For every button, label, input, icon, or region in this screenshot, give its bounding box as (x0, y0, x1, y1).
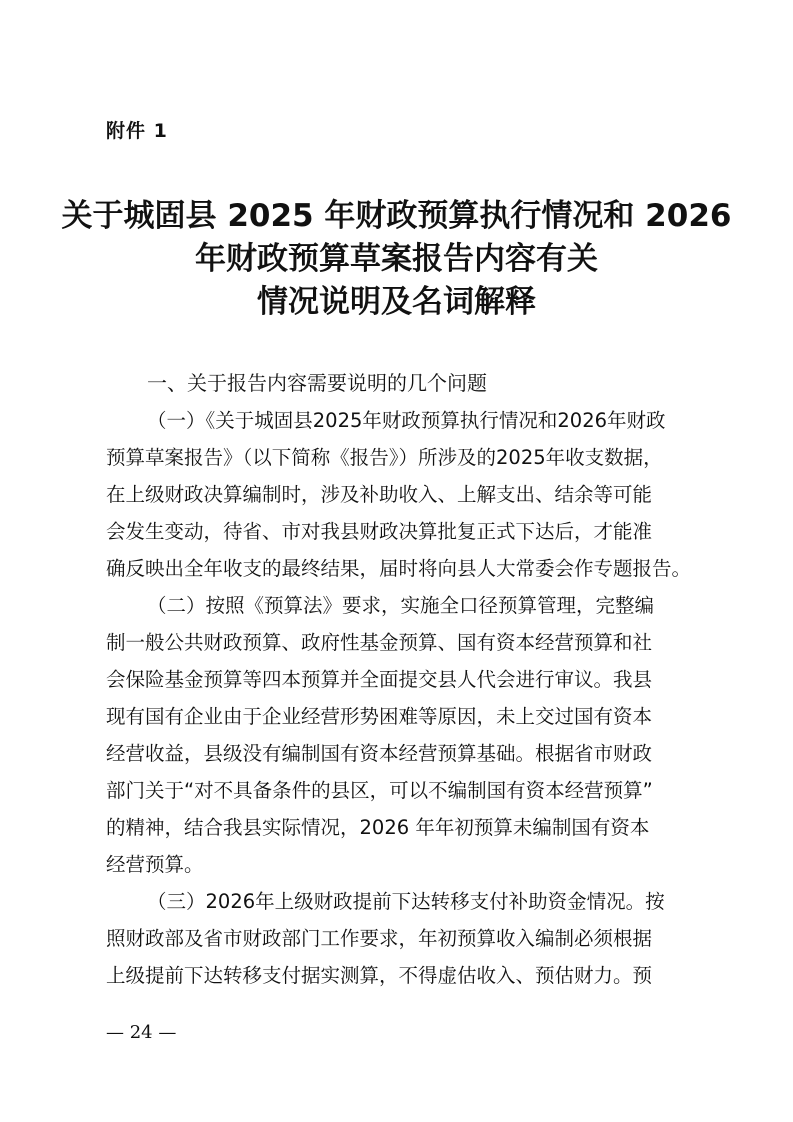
body-text (106, 402, 706, 994)
attachment-label: 附件 1 (106, 120, 168, 142)
paragraph-line: 在上级财政决算编制时，涉及补助收入、上解支出、结余等可能 (106, 483, 653, 506)
paragraph-line: 会保险基金预算等四本预算并全面提交县人代会进行审议。我县 (106, 668, 653, 691)
paragraph-line: 预算草案报告》（以下简称《报告》）所涉及的2025年收支数据， (106, 446, 663, 469)
title-line-1: 关于城固县 2025 年财政预算执行情况和 2026 (61, 198, 732, 234)
document-title (60, 195, 733, 324)
paragraph-line: （三）2026年上级财政提前下达转移支付补助资金情况。按 (147, 890, 665, 913)
paragraph-line: 会发生变动，待省、市对我县财政决算批复正式下达后，才能准 (106, 520, 653, 543)
section-heading: 一、关于报告内容需要说明的几个问题 (147, 371, 487, 395)
title-line-3: 情况说明及名词解释 (257, 284, 536, 320)
paragraph-line: 经营预算。 (106, 853, 204, 876)
paragraph-line: 的精神，结合我县实际情况，2026 年年初预算未编制国有资本 (106, 816, 650, 839)
paragraph-line: 上级提前下达转移支付据实测算，不得虚估收入、预估财力。预 (106, 964, 653, 987)
paragraph-line: 确反映出全年收支的最终结果，届时将向县人大常委会作专题报告。 (106, 557, 692, 580)
paragraph-line: 照财政部及省市财政部门工作要求，年初预算收入编制必须根据 (106, 927, 653, 950)
paragraph-line: 制一般公共财政预算、政府性基金预算、国有资本经营预算和社 (106, 631, 653, 654)
page-number: — 24 — (106, 1022, 177, 1043)
paragraph-line: 现有国有企业由于企业经营形势困难等原因，未上交过国有资本 (106, 705, 653, 728)
paragraph-line: 部门关于“对不具备条件的县区，可以不编制国有资本经营预算” (106, 779, 653, 802)
paragraph-line: （一）《关于城固县2025年财政预算执行情况和2026年财政 (147, 409, 666, 432)
paragraph-line: （二）按照《预算法》要求，实施全口径预算管理，完整编 (147, 594, 655, 617)
paragraph-line: 经营收益，县级没有编制国有资本经营预算基础。根据省市财政 (106, 742, 653, 765)
title-line-2: 年财政预算草案报告内容有关 (195, 241, 598, 277)
